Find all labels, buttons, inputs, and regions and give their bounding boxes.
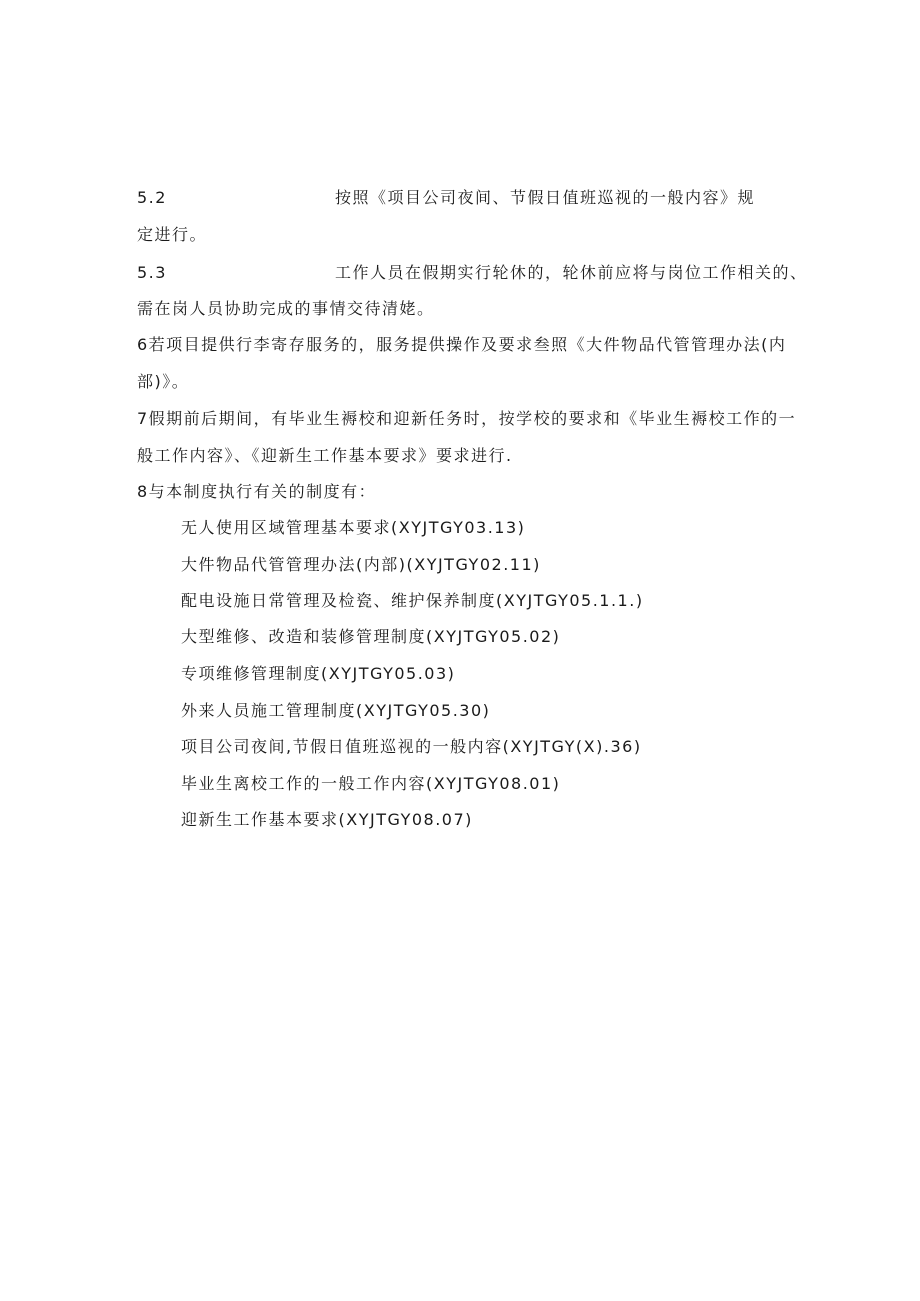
related-rule-item: 无人使用区域管理基本要求(XYJTGY03.13) xyxy=(181,518,526,537)
section-5-3-number: 5.3 xyxy=(137,263,167,282)
section-6-text-line2: 部)》。 xyxy=(137,372,190,391)
related-rule-item: 大型维修、改造和装修管理制度(XYJTGY05.02) xyxy=(181,627,561,646)
section-6-text-line1: 6若项目提供行李寄存服务的，服务提供操作及要求叁照《大件物品代管管理办法(内 xyxy=(137,335,787,354)
related-rule-item: 大件物品代管管理办法(内部)(XYJTGY02.11) xyxy=(181,555,541,574)
related-rule-item: 配电设施日常管理及检瓷、维护保养制度(XYJTGY05.1.1.) xyxy=(181,591,644,610)
section-5-2-text-line2: 定进行。 xyxy=(137,225,208,244)
related-rule-item: 专项维修管理制度(XYJTGY05.03) xyxy=(181,664,456,683)
related-rule-item: 迎新生工作基本要求(XYJTGY08.07) xyxy=(181,810,473,829)
related-rule-item: 毕业生离校工作的一般工作内容(XYJTGY08.01) xyxy=(181,774,561,793)
section-5-2-number: 5.2 xyxy=(137,188,167,207)
related-rule-item: 项目公司夜间,节假日值班巡视的一般内容(XYJTGY(X).36) xyxy=(181,737,642,756)
section-5-3-text-line2: 需在岗人员协助完成的事情交待清姥。 xyxy=(137,299,435,318)
section-7-text-line2: 般工作内容》、《迎新生工作基本要求》要求进行. xyxy=(137,446,513,465)
section-5-2-text-line1: 按照《项目公司夜间、节假日值班巡视的一般内容》规 xyxy=(335,188,756,207)
section-7-text-line1: 7假期前后期间，有毕业生褥校和迎新任务时，按学校的要求和《毕业生褥校工作的一 xyxy=(137,409,797,428)
related-rule-item: 外来人员施工管理制度(XYJTGY05.30) xyxy=(181,701,491,720)
section-8-text-line1: 8与本制度执行有关的制度有： xyxy=(137,482,377,501)
section-5-3-text-line1: 工作人员在假期实行轮休的，轮休前应将与岗位工作相关的、 xyxy=(335,263,808,282)
